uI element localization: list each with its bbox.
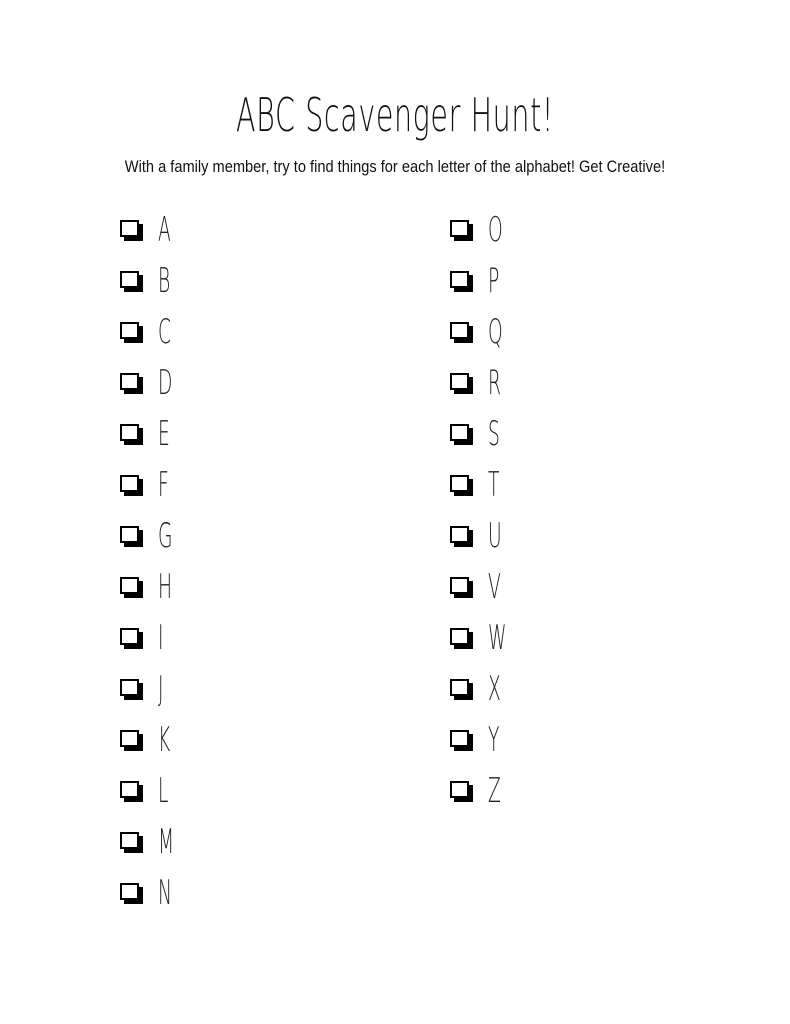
checkbox[interactable] bbox=[450, 475, 470, 493]
checklist-item-b bbox=[120, 255, 320, 306]
checklist-item-y bbox=[450, 714, 650, 765]
letter-label: H bbox=[158, 567, 173, 607]
checklist-item-m bbox=[120, 816, 320, 867]
checklist-item-e bbox=[120, 408, 320, 459]
letter-label: P bbox=[488, 261, 500, 301]
letter-label: X bbox=[488, 669, 501, 709]
checklist-item-c bbox=[120, 306, 320, 357]
checkbox[interactable] bbox=[120, 220, 140, 238]
page-title: ABC Scavenger Hunt! bbox=[236, 88, 554, 142]
letter-label: L bbox=[158, 771, 169, 811]
letter-label: Z bbox=[488, 771, 501, 811]
checklist-item-v bbox=[450, 561, 650, 612]
letter-label: F bbox=[158, 465, 169, 505]
checklist-item-x bbox=[450, 663, 650, 714]
letter-label: N bbox=[158, 873, 172, 913]
checklist-item-t bbox=[450, 459, 650, 510]
checkbox[interactable] bbox=[120, 730, 140, 748]
checklist-item-a bbox=[120, 204, 320, 255]
checkbox[interactable] bbox=[120, 781, 140, 799]
letter-label: U bbox=[488, 516, 502, 556]
letter-label: W bbox=[488, 618, 507, 658]
checkbox[interactable] bbox=[450, 220, 470, 238]
checklist-item-n bbox=[120, 867, 320, 918]
checkbox[interactable] bbox=[450, 628, 470, 646]
checkbox[interactable] bbox=[450, 730, 470, 748]
checklist-item-l bbox=[120, 765, 320, 816]
checkbox[interactable] bbox=[450, 781, 470, 799]
checkbox[interactable] bbox=[120, 628, 140, 646]
instructions-text: With a family member, try to find things for each letter of the alphabet! Get Creative! bbox=[124, 157, 666, 176]
checklist-item-p bbox=[450, 255, 650, 306]
checklist-item-i bbox=[120, 612, 320, 663]
checkbox[interactable] bbox=[120, 577, 140, 595]
left-letter-column bbox=[120, 204, 320, 918]
right-letter-column bbox=[450, 204, 650, 816]
letter-label: C bbox=[158, 312, 172, 352]
checkbox[interactable] bbox=[450, 526, 470, 544]
letter-label: A bbox=[158, 210, 171, 250]
letter-label: Q bbox=[488, 312, 503, 352]
letter-label: V bbox=[488, 567, 501, 607]
checkbox[interactable] bbox=[120, 475, 140, 493]
checkbox[interactable] bbox=[120, 424, 140, 442]
checklist-item-g bbox=[120, 510, 320, 561]
checkbox[interactable] bbox=[450, 577, 470, 595]
letter-label: K bbox=[158, 720, 171, 760]
checklist-item-u bbox=[450, 510, 650, 561]
checklist-item-o bbox=[450, 204, 650, 255]
checklist-item-s bbox=[450, 408, 650, 459]
checkbox[interactable] bbox=[120, 322, 140, 340]
letter-label: R bbox=[488, 363, 501, 403]
checkbox[interactable] bbox=[450, 424, 470, 442]
checklist-item-h bbox=[120, 561, 320, 612]
checkbox[interactable] bbox=[120, 832, 140, 850]
checkbox[interactable] bbox=[450, 679, 470, 697]
checklist-item-w bbox=[450, 612, 650, 663]
checkbox[interactable] bbox=[450, 373, 470, 391]
letter-label: I bbox=[158, 618, 164, 658]
checklist-item-d bbox=[120, 357, 320, 408]
checkbox[interactable] bbox=[120, 526, 140, 544]
letter-label: E bbox=[158, 414, 170, 454]
letter-label: B bbox=[158, 261, 171, 301]
letter-label: Y bbox=[488, 720, 500, 760]
checkbox[interactable] bbox=[120, 883, 140, 901]
letter-label: M bbox=[158, 822, 175, 862]
checklist-item-q bbox=[450, 306, 650, 357]
checkbox[interactable] bbox=[450, 322, 470, 340]
letter-label: S bbox=[488, 414, 500, 454]
checkbox[interactable] bbox=[120, 271, 140, 289]
letter-label: G bbox=[158, 516, 173, 556]
checkbox[interactable] bbox=[450, 271, 470, 289]
checklist-item-r bbox=[450, 357, 650, 408]
letter-label: T bbox=[488, 465, 500, 505]
letter-label: J bbox=[158, 669, 164, 709]
checklist-item-j bbox=[120, 663, 320, 714]
checkbox[interactable] bbox=[120, 373, 140, 391]
checklist-item-z bbox=[450, 765, 650, 816]
letter-label: D bbox=[158, 363, 173, 403]
checklist-item-k bbox=[120, 714, 320, 765]
letter-label: O bbox=[488, 210, 503, 250]
checklist-item-f bbox=[120, 459, 320, 510]
checkbox[interactable] bbox=[120, 679, 140, 697]
